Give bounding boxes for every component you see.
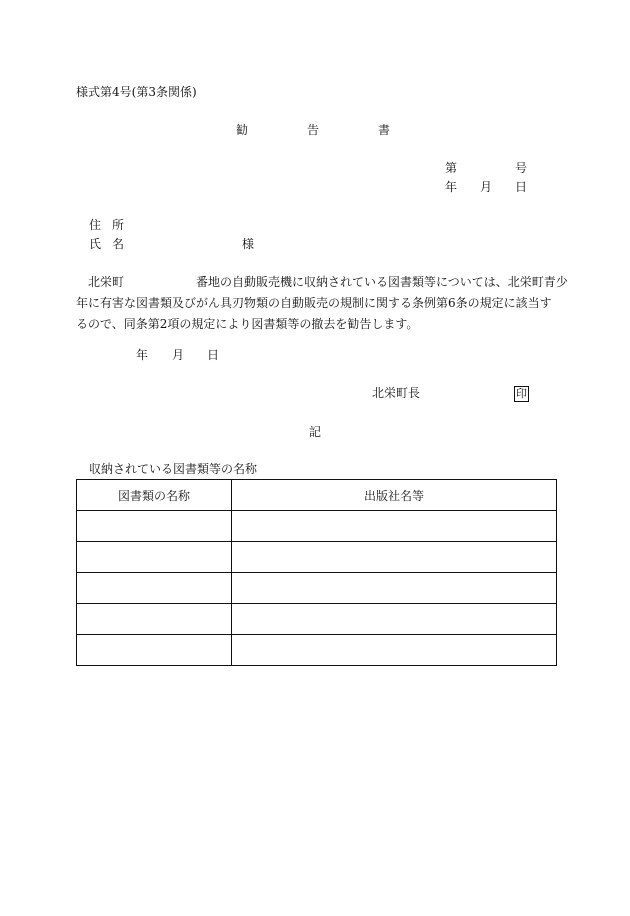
table-row	[77, 542, 557, 573]
table-row	[77, 635, 557, 666]
table-row	[77, 604, 557, 635]
date-bottom-month: 月	[172, 348, 185, 362]
seal-mark: 印	[516, 387, 527, 400]
book-name-cell	[77, 635, 232, 666]
header-publisher: 出版社名等	[232, 480, 557, 511]
title-char-2: 告	[307, 123, 320, 137]
publisher-cell	[232, 542, 557, 573]
date-top-month: 月	[480, 180, 493, 194]
date-top-day: 日	[515, 180, 528, 194]
address-label-2: 所	[112, 218, 125, 232]
body-line-2: 年に有害な図書類及びがん具刃物類の自動販売の規制に関する条例第6条の規定に該当す	[76, 296, 552, 310]
date-top-year: 年	[445, 180, 458, 194]
issuer: 北栄町長	[372, 386, 421, 400]
date-bottom-year: 年	[136, 348, 149, 362]
name-label-1: 氏	[89, 237, 102, 251]
book-name-cell	[77, 573, 232, 604]
body-line-1	[76, 272, 568, 293]
book-name-cell	[77, 604, 232, 635]
form-number: 様式第4号(第3条関係)	[76, 85, 197, 99]
books-table	[76, 479, 557, 666]
header-book-name: 図書類の名称	[77, 480, 232, 511]
body-line-1-rest: 番地の自動販売機に収納されている図書類等については、北栄町青少	[196, 275, 568, 289]
publisher-cell	[232, 511, 557, 542]
publisher-cell	[232, 604, 557, 635]
title-char-1: 勧	[236, 123, 249, 137]
date-bottom-day: 日	[207, 348, 220, 362]
ki-heading: 記	[309, 425, 322, 439]
publisher-cell	[232, 635, 557, 666]
address-label-1: 住	[89, 218, 102, 232]
publisher-cell	[232, 573, 557, 604]
book-name-cell	[77, 511, 232, 542]
notice-body	[76, 272, 568, 335]
doc-number-go: 号	[515, 161, 528, 175]
name-label-2: 名	[112, 237, 125, 251]
table-row	[77, 573, 557, 604]
table-row	[77, 511, 557, 542]
table-caption: 収納されている図書類等の名称	[89, 462, 258, 476]
body-town: 北栄町	[88, 275, 125, 289]
doc-number-dai: 第	[445, 161, 458, 175]
title-char-3: 書	[378, 123, 391, 137]
book-name-cell	[77, 542, 232, 573]
honorific: 様	[242, 237, 255, 251]
table-header-row	[77, 480, 557, 511]
body-line-3: るので、同条第2項の規定により図書類等の撤去を勧告します。	[76, 317, 419, 331]
